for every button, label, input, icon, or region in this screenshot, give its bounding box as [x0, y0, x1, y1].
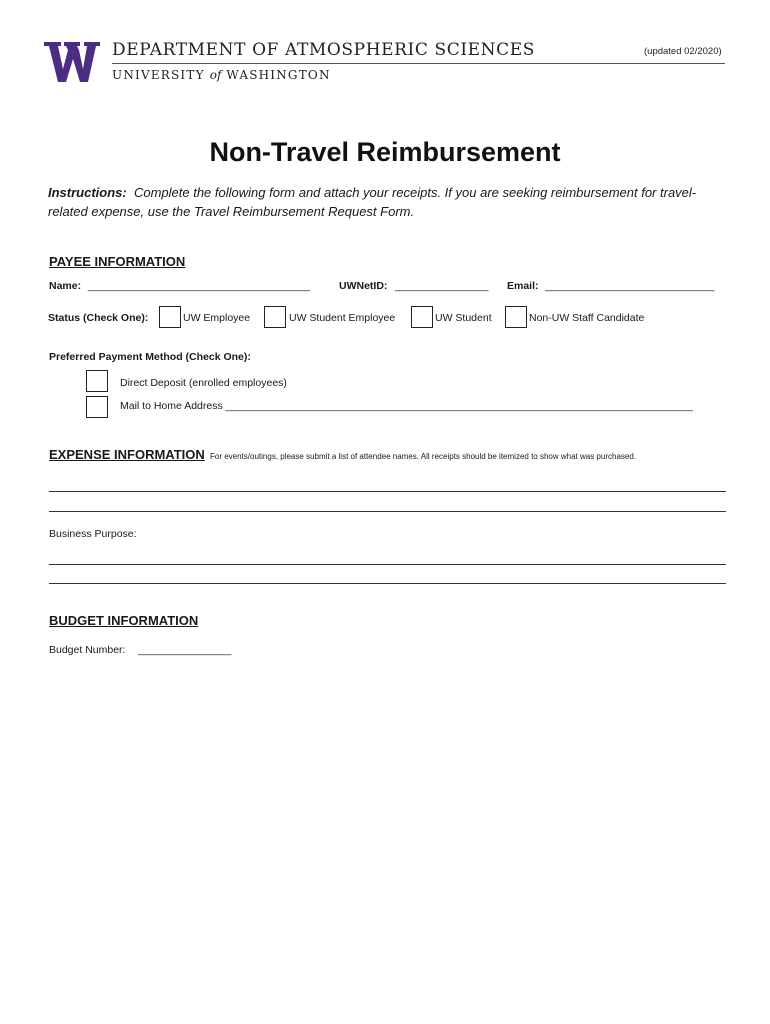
status-uw-employee-checkbox[interactable] — [159, 306, 181, 328]
business-purpose-line[interactable] — [49, 583, 726, 584]
instructions: Instructions: Complete the following form and attach your receipts. If you are seeking reimbursement for travel-related expense, use the Travel Reimbursement Request Form. — [48, 185, 697, 219]
direct-deposit-checkbox[interactable] — [86, 370, 108, 392]
status-non-uw-staff-candidate-checkbox[interactable] — [505, 306, 527, 328]
email-field[interactable]: _____________________________ — [545, 280, 715, 292]
budget-number-field[interactable]: ________________ — [138, 644, 232, 656]
status-option-label: UW Employee — [183, 312, 251, 324]
business-purpose-line[interactable] — [49, 564, 726, 565]
name-label: Name: — [49, 280, 82, 292]
budget-heading: BUDGET INFORMATION — [49, 613, 199, 628]
header-divider — [112, 63, 725, 64]
payment-option-label: Direct Deposit (enrolled employees) — [120, 377, 287, 389]
status-option-label: UW Student Employee — [289, 312, 396, 324]
business-purpose-label: Business Purpose: — [49, 528, 137, 540]
uw-logo — [44, 42, 100, 82]
expense-note: For events/outings, please submit a list of attendee names. All receipts should be itemized to show what was purchased. — [210, 452, 637, 461]
form-title: Non-Travel Reimbursement — [209, 137, 561, 167]
status-option-label: Non-UW Staff Candidate — [529, 312, 645, 324]
payee-heading: PAYEE INFORMATION — [49, 254, 186, 269]
payment-option-label: Mail to Home Address ________________________________________________________________________________ — [120, 400, 693, 412]
name-field[interactable]: ______________________________________ — [88, 280, 310, 292]
payment-method-label: Preferred Payment Method (Check One): — [49, 351, 251, 363]
mail-home-checkbox[interactable] — [86, 396, 108, 418]
status-uw-student-checkbox[interactable] — [411, 306, 433, 328]
updated-date: (updated 02/2020) — [644, 46, 722, 57]
status-label: Status (Check One): — [48, 312, 149, 324]
expense-line[interactable] — [49, 511, 726, 512]
budget-number-label: Budget Number: — [49, 644, 126, 656]
email-label: Email: — [507, 280, 539, 292]
uwnetid-field[interactable]: ________________ — [395, 280, 489, 292]
expense-heading: EXPENSE INFORMATION — [49, 447, 205, 462]
expense-line[interactable] — [49, 491, 726, 492]
status-option-label: UW Student — [435, 312, 492, 324]
uwnetid-label: UWNetID: — [339, 280, 388, 292]
department-name: DEPARTMENT OF ATMOSPHERIC SCIENCES — [112, 40, 535, 60]
status-uw-student-employee-checkbox[interactable] — [264, 306, 286, 328]
university-name: UNIVERSITY of WASHINGTON — [112, 68, 331, 82]
